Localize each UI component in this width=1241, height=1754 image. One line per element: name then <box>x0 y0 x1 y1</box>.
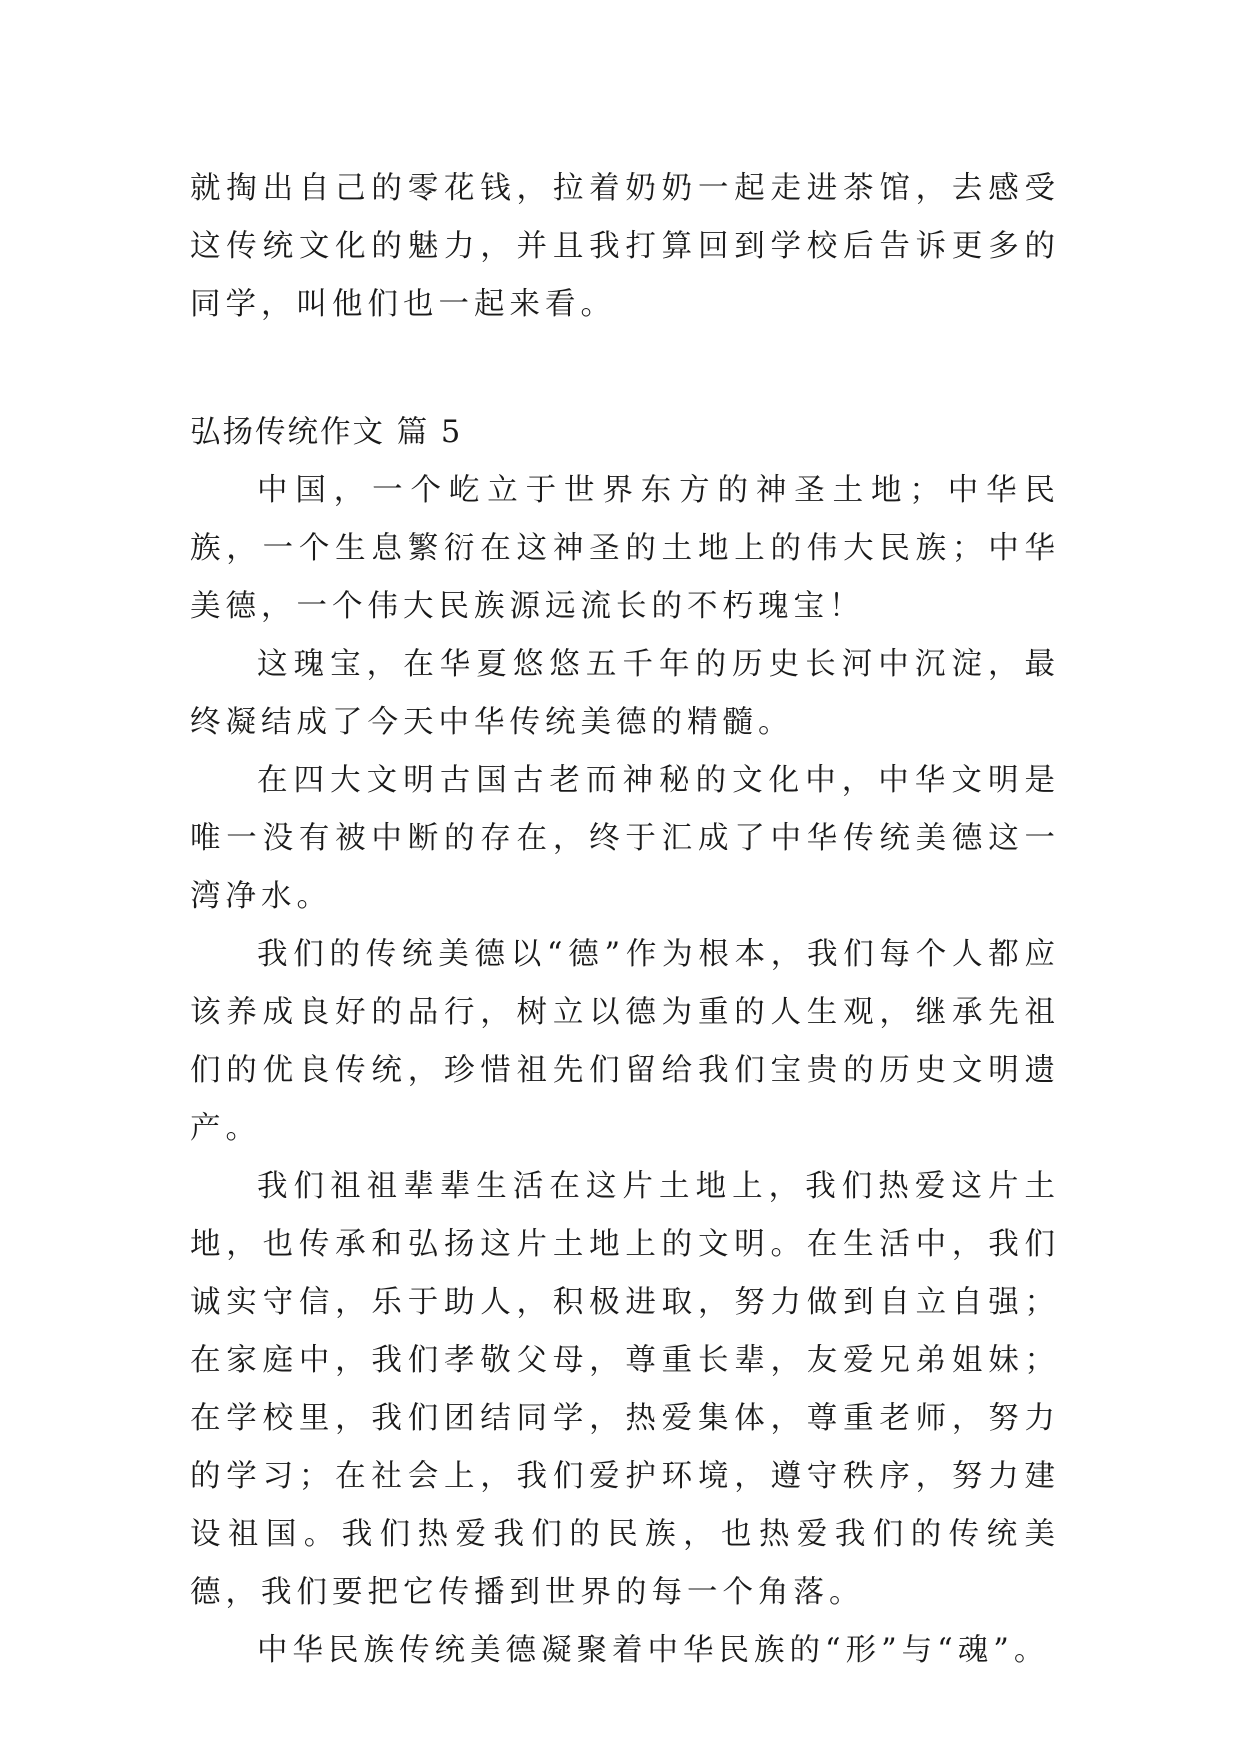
body-paragraph-2: 这瑰宝，在华夏悠悠五千年的历史长河中沉淀，最终凝结成了今天中华传统美德的精髓。 <box>190 647 1060 740</box>
body-paragraph-1: 中国，一个屹立于世界东方的神圣土地；中华民族，一个生息繁衍在这神圣的土地上的伟大民族；中华美德，一个伟大民族源远流长的不朽瑰宝！ <box>190 473 1060 624</box>
body-paragraph-4: 我们的传统美德以“德”作为根本，我们每个人都应该养成良好的品行，树立以德为重的人生观，继承先祖们的优良传统，珍惜祖先们留给我们宝贵的历史文明遗产。 <box>190 937 1060 1146</box>
body-paragraph-6: 中华民族传统美德凝聚着中华民族的“形”与“魂”。 <box>257 1633 1050 1668</box>
intro-paragraph: 就掏出自己的零花钱，拉着奶奶一起走进茶馆，去感受这传统文化的魅力，并且我打算回到学校后告诉更多的同学，叫他们也一起来看。 <box>190 171 1060 322</box>
document-page <box>190 160 1060 1680</box>
section-heading: 弘扬传统作文 篇 5 <box>190 415 463 450</box>
body-paragraph-5: 我们祖祖辈辈生活在这片土地上，我们热爱这片土地，也传承和弘扬这片土地上的文明。在生活中，我们诚实守信，乐于助人，积极进取，努力做到自立自强；在家庭中，我们孝敬父母，尊重长辈，友爱兄弟姐妹；在学校里，我们团结同学，热爱集体，尊重老师，努力的学习；在社会上，我们爱护环境，遵守秩序，努力建设祖国。我们热爱我们的民族，也热爱我们的传统美德，我们要把它传播到世界的每一个角落。 <box>190 1169 1060 1610</box>
body-paragraph-3: 在四大文明古国古老而神秘的文化中，中华文明是唯一没有被中断的存在，终于汇成了中华传统美德这一湾净水。 <box>190 763 1060 914</box>
